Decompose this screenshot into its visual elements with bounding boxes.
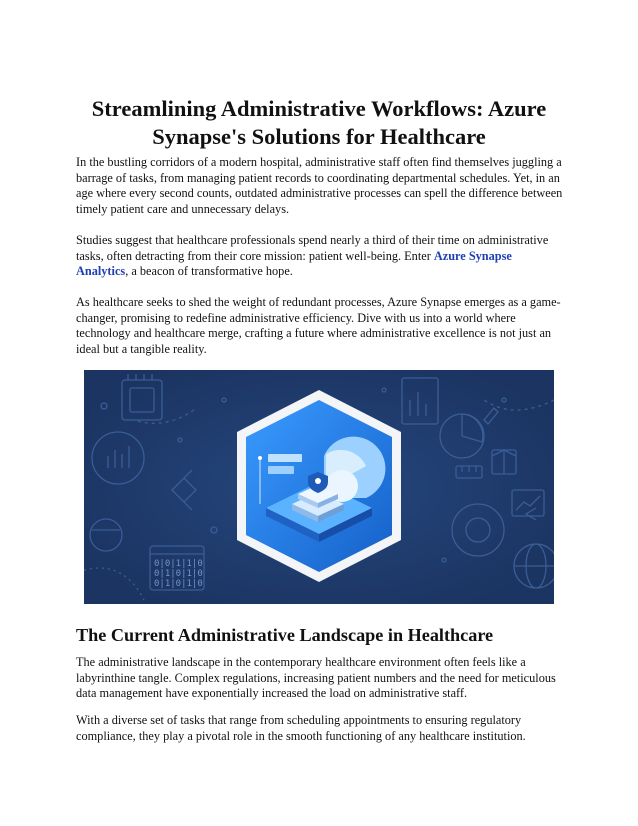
section-heading: The Current Administrative Landscape in Healthcare [76, 625, 494, 645]
hero-illustration [84, 370, 554, 604]
binary-digits [154, 559, 203, 589]
hero-illustration-svg [84, 370, 554, 604]
section-paragraph-1: The administrative landscape in the contemporary healthcare environment often feels like a labyrinthine tangle. Complex regulations, increasing patient numbers and the need for meticulous data management have exponentially increased the load on administrative staff. [76, 655, 556, 701]
second-paragraph [76, 233, 566, 280]
binary-row-1: 0|0|1|1|0 [154, 559, 203, 569]
article-title: Streamlining Administrative Workflows: Azure Synapse's Solutions for Healthcare [91, 96, 547, 149]
second-paragraph-text-after: , a beacon of transformative hope. [125, 264, 293, 279]
binary-row-2: 0|1|0|1|0 [154, 569, 203, 579]
azure-synapse-link[interactable]: Azure Synapse Analytics [76, 248, 512, 279]
intro-paragraph: In the bustling corridors of a modern hospital, administrative staff often find themselves juggling a barrage of tasks, from managing patient records to coordinating departmental schedules. Yet, in an age where every second counts, outdated administrative processes can spell the difference between timely patient care and unnecessary delays. [76, 155, 563, 216]
binary-row-3: 0|1|0|1|0 [154, 579, 203, 589]
second-paragraph-text-before: Studies suggest that healthcare professionals spend nearly a third of their time on administrative tasks, often detracting from their core mission: patient well-being. Enter [76, 233, 549, 263]
third-paragraph: As healthcare seeks to shed the weight of redundant processes, Azure Synapse emerges as a game-changer, promising to redefine administrative efficiency. Dive with us into a world where technology and healthcare merge, crafting a future where administrative excellence is not just an ideal but a tangible reality. [76, 295, 561, 356]
section-paragraph-2: With a diverse set of tasks that range from scheduling appointments to ensuring regulatory compliance, they play a pivotal role in the smooth functioning of any healthcare institution. [76, 713, 526, 743]
